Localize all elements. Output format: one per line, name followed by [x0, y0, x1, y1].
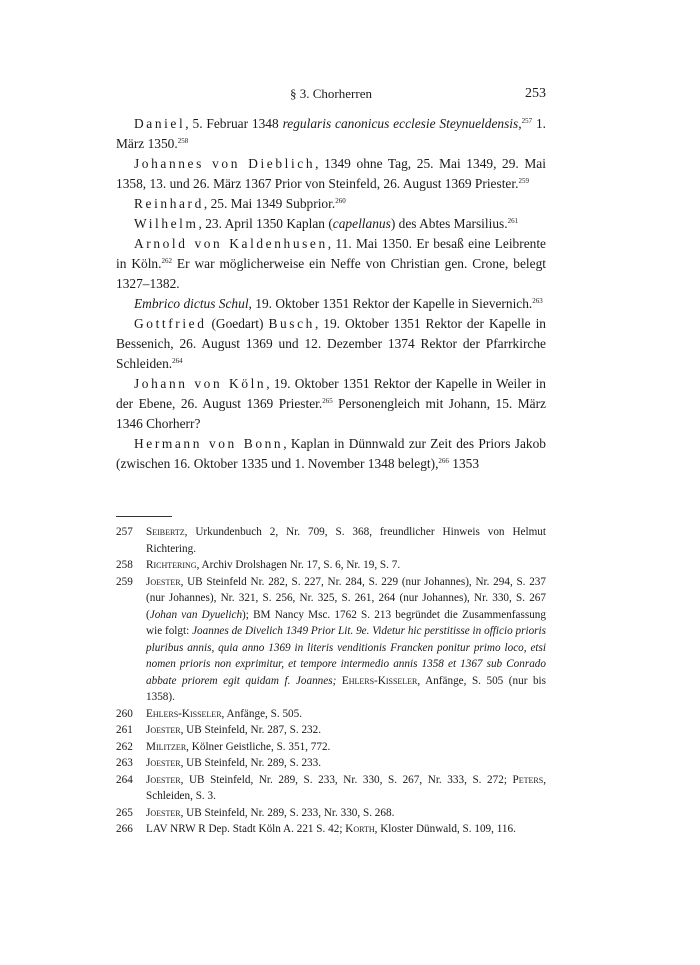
- section-title: § 3. Chorherren: [290, 86, 372, 101]
- entry-gottfried-busch: Gottfried (Goedart) Busch, 19. Oktober 1351 Rektor der Kapelle in Bessenich, 26. August 1369 und 12. Dezember 1374 Rektor der Pfarrkirche Schleiden.$^{264}$: [116, 316, 546, 371]
- entry-arnold-von-kaldenhusen: Arnold von Kaldenhusen, 11. Mai 1350. Er besaß eine Leibrente in Köln.$^{262}$ Er war möglicherweise ein Neffe von Christian gen. Crone, belegt 1327–1382.: [116, 236, 546, 291]
- main-text: [116, 114, 546, 474]
- footnote-number: 262: [116, 740, 133, 753]
- page-number: 253: [525, 86, 546, 101]
- footnote-ref[interactable]: 265: [322, 397, 333, 405]
- footnote-ref[interactable]: 259: [518, 177, 529, 185]
- footnote-ref[interactable]: 264: [172, 357, 183, 365]
- footnote-number: 266: [116, 823, 133, 835]
- footnote-number: 263: [116, 757, 133, 769]
- footnote-259: 259 Joester, UB Steinfeld Nr. 282, S. 227, Nr. 284, S. 229 (nur Johannes), Nr. 294, S. 237 (nur Johannes), Nr. 321, S. 256, Nr. 325, S. 261, 264 (nur Johannes), Nr. 330, S. 267 (Johan van Dyuelich); BM Nancy Msc. 1762 S. 213 begründet die Zusammenfassung wie folgt: Joannes de Divelich 1349 Prior Lit. 9e. Videtur hic perstitisse in officio prioris pluribus annis, quia anno 1369 in literis venditionis Francken ponitur primo loco, etsi nomen prioris non exprimitur, et tempore intermedio annis 1358 et 1367 sub Conrado abbate priorem egit quidam f. Joannes; Ehlers-Kisseler, Anfänge, S. 505 (nur bis 1358).: [116, 574, 546, 706]
- footnote-ref[interactable]: 260: [335, 197, 346, 205]
- footnote-divider: [116, 516, 172, 517]
- footnote-265: 265 Joester, UB Steinfeld, Nr. 289, S. 233, Nr. 330, S. 268.: [116, 805, 546, 822]
- footnote-266: 266 LAV NRW R Dep. Stadt Köln A. 221 S. 42; Korth, Kloster Dünwald, S. 109, 116.: [116, 821, 546, 838]
- entry-johannes-von-dieblich: Johannes von Dieblich, 1349 ohne Tag, 25. Mai 1349, 29. Mai 1358, 13. und 26. März 1367 Prior von Steinfeld, 26. August 1369 Priester.$^{259}$: [116, 156, 546, 191]
- footnote-number: 258: [116, 559, 133, 571]
- footnote-ref[interactable]: 258: [177, 137, 189, 145]
- footnote-257: 257 Seibertz, Urkundenbuch 2, Nr. 709, S. 368, freundlicher Hinweis von Helmut Richtering.: [116, 524, 546, 557]
- person-name: Embrico dictus Schul: [134, 296, 249, 311]
- footnote-ref[interactable]: 262: [161, 257, 172, 265]
- footnote-263: 263 Joester, UB Steinfeld, Nr. 289, S. 233.: [116, 755, 546, 772]
- footnote-number: 265: [116, 806, 133, 819]
- footnote-ref[interactable]: 261: [507, 217, 519, 225]
- footnote-number: 260: [116, 707, 133, 720]
- footnote-number: 261: [116, 724, 133, 736]
- footnote-262: 262 Militzer, Kölner Geistliche, S. 351, 772.: [116, 739, 546, 756]
- footnote-number: 257: [116, 526, 133, 538]
- person-name: Wilhelm: [134, 216, 199, 231]
- footnote-261: 261 Joester, UB Steinfeld, Nr. 287, S. 232.: [116, 722, 546, 739]
- person-name: Reinhard: [134, 196, 204, 211]
- footnote-ref[interactable]: 263: [532, 297, 543, 305]
- person-surname: Busch: [268, 316, 315, 331]
- footnote-260: 260 Ehlers-Kisseler, Anfänge, S. 505.: [116, 706, 546, 723]
- footnote-258: 258 Richtering, Archiv Drolshagen Nr. 17, S. 6, Nr. 19, S. 7.: [116, 557, 546, 574]
- footnote-number: 264: [116, 773, 133, 786]
- running-header: [116, 86, 546, 106]
- person-name: Hermann von Bonn: [134, 436, 284, 451]
- person-name: Gottfried: [134, 316, 207, 331]
- entry-daniel: Daniel, 5. Februar 1348 regularis canonicus ecclesie Steynueldensis,$^{257}$ 1. März 1350.$^{258}$: [116, 116, 546, 151]
- entry-hermann-von-bonn: Hermann von Bonn, Kaplan in Dünnwald zur Zeit des Priors Jakob (zwischen 16. Oktober 1335 und 1. November 1348 belegt),$^{266}$ 1353: [116, 436, 546, 471]
- person-name: Daniel: [134, 116, 186, 131]
- person-name: Arnold von Kaldenhusen: [134, 236, 328, 251]
- footnote-ref[interactable]: 266: [438, 457, 449, 465]
- footnotes: [116, 524, 546, 838]
- person-name: Johannes von Dieblich: [134, 156, 316, 171]
- entry-johann-von-koeln: Johann von Köln, 19. Oktober 1351 Rektor der Kapelle in Weiler in der Ebene, 26. August 1369 Priester.$^{265}$ Personengleich mit Johann, 15. März 1346 Chorherr?: [116, 376, 547, 431]
- footnote-number: 259: [116, 575, 133, 588]
- person-name: Johann von Köln: [134, 376, 267, 391]
- entry-embrico-dictus-schul: Embrico dictus Schul, 19. Oktober 1351 Rektor der Kapelle in Sievernich.$^{263}$: [134, 296, 543, 311]
- footnote-264: 264 Joester, UB Steinfeld, Nr. 289, S. 233, Nr. 330, S. 267, Nr. 333, S. 272; Peters, Schleiden, S. 3.: [116, 772, 546, 805]
- entry-reinhard: Reinhard, 25. Mai 1349 Subprior.$^{260}$: [134, 196, 346, 211]
- entry-wilhelm: Wilhelm, 23. April 1350 Kaplan (capellanus) des Abtes Marsilius.$^{261}$: [134, 216, 519, 231]
- footnote-ref[interactable]: 257: [521, 117, 533, 125]
